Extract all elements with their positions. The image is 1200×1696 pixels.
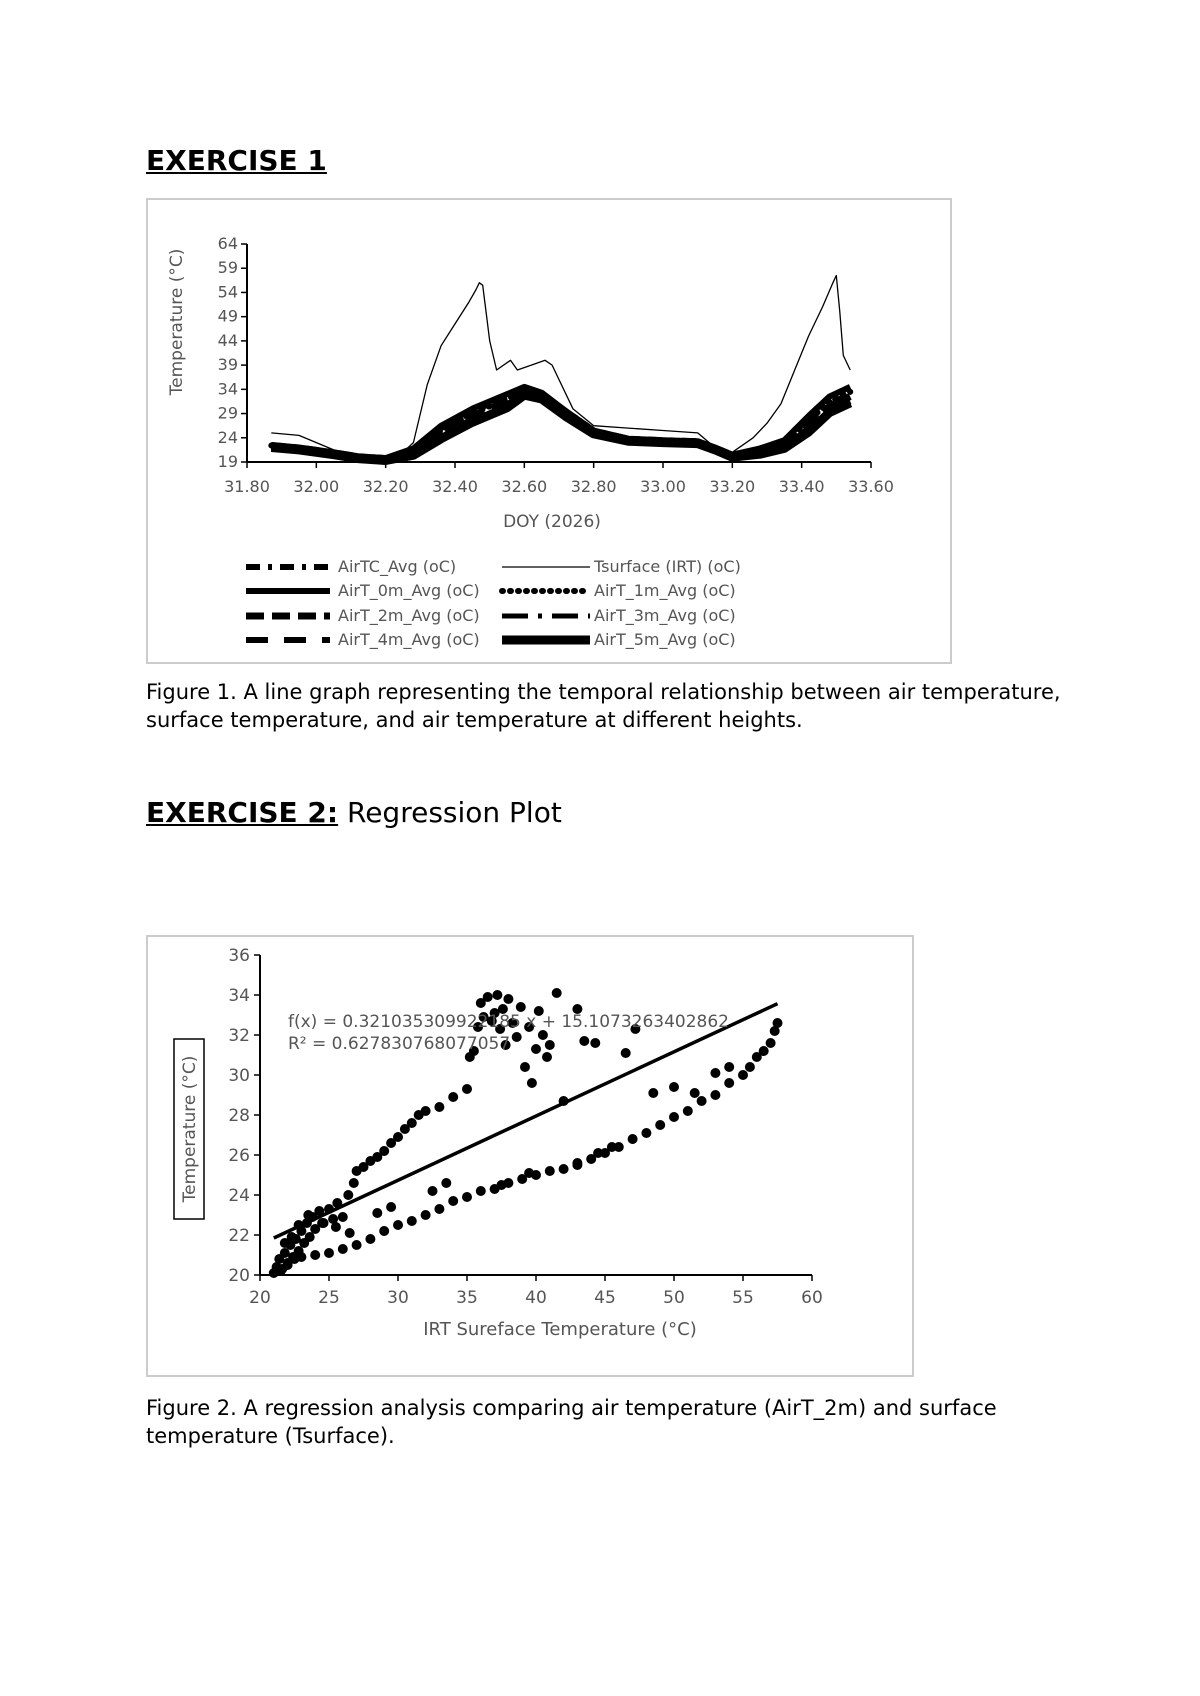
y-tick-label: 54 [217,282,238,302]
scatter-point [559,1164,569,1174]
scatter-point [428,1186,438,1196]
scatter-point [641,1128,651,1138]
y-tick-label: 44 [217,330,238,350]
scatter-point [669,1082,679,1092]
scatter-point [738,1070,748,1080]
scatter-point [724,1062,734,1072]
x-tick-label: 25 [318,1288,340,1308]
scatter-point [593,1148,603,1158]
scatter-point [648,1088,658,1098]
scatter-point [476,1186,486,1196]
scatter-point [669,1112,679,1122]
scatter-point [407,1118,417,1128]
x-tick-label: 31.80 [224,477,270,496]
scatter-point [441,1178,451,1188]
regression-equation: f(x) = 0.321035309922185 x + 15.1073263402862 [288,1012,729,1032]
figure-2-caption: Figure 2. A regression analysis comparing air temperature (AirT_2m) and surface temperature (Tsurface). [146,1396,997,1448]
scatter-point [434,1102,444,1112]
y-tick-label: 39 [217,355,238,375]
x-tick-label: 60 [801,1288,823,1308]
scatter-point [393,1132,403,1142]
scatter-point [483,992,493,1002]
scatter-point [497,1180,507,1190]
y-tick-label: 34 [217,379,238,399]
scatter-point [462,1084,472,1094]
exercise-1-heading: EXERCISE 1 [146,144,327,177]
scatter-point [579,1036,589,1046]
scatter-point [343,1190,353,1200]
scatter-point [317,1218,327,1228]
scatter-point [352,1240,362,1250]
scatter-point [572,1158,582,1168]
legend-label: AirT_1m_Avg (oC) [594,581,736,600]
scatter-point [331,1222,341,1232]
x-tick-label: 45 [594,1288,616,1308]
scatter-point [492,990,502,1000]
scatter-point [462,1192,472,1202]
scatter-point [324,1248,334,1258]
scatter-point [590,1038,600,1048]
y-tick-label: 64 [217,234,238,253]
scatter-point [516,1002,526,1012]
scatter-point [512,1032,522,1042]
scatter-point [710,1090,720,1100]
scatter-point [338,1244,348,1254]
scatter-point [365,1234,375,1244]
figure-1-caption: Figure 1. A line graph representing the temporal relationship between air temperature, surface temperature, and air temperature at different heights. [146,680,1061,732]
scatter-point [683,1106,693,1116]
x-tick-label: 32.80 [570,477,617,496]
scatter-point [448,1196,458,1206]
x-tick-label: 32.60 [501,477,548,496]
legend-label: AirT_3m_Avg (oC) [594,606,736,625]
scatter-point [745,1062,755,1072]
scatter-point [520,1062,530,1072]
scatter-point [448,1092,458,1102]
scatter-chart [146,935,914,1377]
scatter-point [766,1038,776,1048]
y-axis-label: Temperature (°C) [167,248,187,396]
scatter-point [542,1052,552,1062]
x-tick-label: 32.40 [432,477,478,496]
scatter-point [710,1068,720,1078]
y-tick-label: 36 [228,946,250,966]
x-tick-label: 33.20 [709,477,756,496]
scatter-point [310,1250,320,1260]
x-axis-label: DOY (2026) [503,512,601,532]
x-tick-label: 40 [525,1288,547,1308]
scatter-point [345,1228,355,1238]
x-tick-label: 33.00 [640,477,686,496]
scatter-point [421,1106,431,1116]
scatter-point [690,1088,700,1098]
x-tick-label: 32.00 [293,477,340,496]
y-tick-label: 59 [217,258,238,278]
line-chart [146,198,952,664]
legend-label: AirT_5m_Avg (oC) [594,630,736,649]
scatter-point [372,1208,382,1218]
scatter-point [524,1168,534,1178]
scatter-point [379,1146,389,1156]
scatter-point [697,1096,707,1106]
scatter-point [386,1202,396,1212]
y-tick-label: 29 [217,403,238,423]
legend-label: AirTC_Avg (oC) [338,557,457,576]
x-axis-label: IRT Sureface Temperature (°C) [423,1319,697,1340]
scatter-point [773,1018,783,1028]
x-tick-label: 32.20 [362,477,409,496]
scatter-point [607,1142,617,1152]
scatter-point [407,1216,417,1226]
scatter-point [655,1120,665,1130]
y-tick-label: 22 [228,1226,250,1246]
y-axis-label: Temperature (°C) [180,1055,200,1203]
scatter-point [724,1078,734,1088]
scatter-point [349,1178,359,1188]
y-tick-label: 24 [228,1186,250,1206]
y-tick-label: 19 [217,452,238,471]
scatter-point [628,1134,638,1144]
y-tick-label: 30 [228,1066,250,1086]
x-tick-label: 55 [732,1288,754,1308]
scatter-point [503,994,513,1004]
x-tick-label: 33.60 [848,477,894,496]
chart-frame [147,936,913,1376]
scatter-point [296,1252,306,1262]
legend-label: AirT_0m_Avg (oC) [338,581,480,600]
exercise-2-heading-rest: Regression Plot [338,796,562,829]
scatter-point [421,1210,431,1220]
x-tick-label: 30 [387,1288,409,1308]
scatter-point [434,1204,444,1214]
y-tick-label: 49 [217,306,238,326]
y-tick-label: 26 [228,1146,250,1166]
r-squared-label: R² = 0.627830768077057 [288,1034,511,1054]
exercise-2-heading-label: EXERCISE 2: [146,796,339,829]
scatter-point [527,1078,537,1088]
scatter-point [531,1044,541,1054]
x-tick-label: 50 [663,1288,685,1308]
legend-label: AirT_4m_Avg (oC) [338,630,480,649]
scatter-point [379,1226,389,1236]
y-tick-label: 32 [228,1026,250,1046]
scatter-point [759,1046,769,1056]
x-tick-label: 35 [456,1288,478,1308]
scatter-point [280,1238,290,1248]
legend-label: AirT_2m_Avg (oC) [338,606,480,625]
x-tick-label: 33.40 [778,477,825,496]
x-tick-label: 20 [249,1288,271,1308]
y-tick-label: 34 [228,986,250,1006]
y-tick-label: 28 [228,1106,250,1126]
exercise-2-heading [146,796,562,829]
legend-label: Tsurface (IRT) (oC) [594,557,741,576]
y-tick-label: 24 [217,427,238,447]
scatter-point [338,1212,348,1222]
scatter-point [552,988,562,998]
scatter-point [393,1220,403,1230]
y-tick-label: 20 [228,1266,250,1286]
scatter-point [621,1048,631,1058]
scatter-point [545,1040,555,1050]
scatter-point [545,1166,555,1176]
